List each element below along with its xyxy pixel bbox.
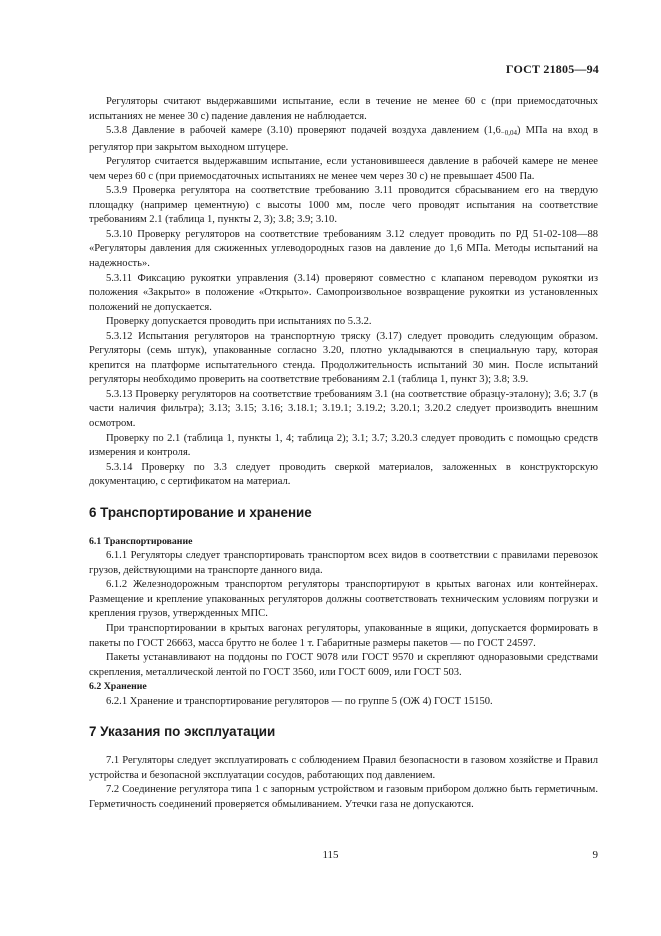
paragraph: 5.3.12 Испытания регуляторов на транспортную тряску (3.17) следует проводить следующим образом. Регуляторы (семь штук), упакованные согласно 3.20, плотно укладываются в специальную тару, которая крепится на платформе испытательного стенда. Продолжительность испытаний 30 мин. После испытаний регуляторы необходимо проверить на соответствие требованиям 2.1 (таблица 1, пункт 3); 3.8; 3.9. xyxy=(89,330,598,386)
paragraph: 7.1 Регуляторы следует эксплуатировать с соблюдением Правил безопасности в газовом хозяйстве и Правил устройства и безопасной эксплуатации сосудов, работающих под давлением. xyxy=(89,755,598,781)
paragraph: При транспортировании в крытых вагонах регуляторы, упакованные в ящики, допускается формировать в пакеты по ГОСТ 26663, масса брутто не более 1 т. Габаритные размеры пакетов — по ГОСТ 24597. xyxy=(89,623,598,649)
paragraph: 5.3.10 Проверку регуляторов на соответствие требованиям 3.12 следует проводить по РД 51-02-108—88 «Регуляторы давления для сжиженных углеводородных газов на давление до 1,6 МПа. Методы испытаний на надежность». xyxy=(89,228,598,270)
paragraph: Пакеты устанавливают на поддоны по ГОСТ 9078 или ГОСТ 9570 и скрепляют одноразовыми средствами скрепления, металлической лентой по ГОСТ 3560, или ГОСТ 6009, или ГОСТ 503. xyxy=(89,652,598,678)
paragraph: 6.2.1 Хранение и транспортирование регуляторов — по группе 5 (ОЖ 4) ГОСТ 15150. xyxy=(106,695,493,707)
paragraph: Проверку допускается проводить при испытаниях по 5.3.2. xyxy=(106,316,372,328)
page-number-right: 9 xyxy=(592,849,598,861)
section-heading: 7 Указания по эксплуатации xyxy=(89,724,276,740)
paragraph: 5.3.8 Давление в рабочей камере (3.10) проверяют подачей воздуха давлением $(1,6_{-0,04})$ МПа на вход в регулятор при закрытом выходном штуцере. xyxy=(89,125,598,153)
document-body xyxy=(89,95,598,812)
subsection-heading: 6.1 Транспортирование xyxy=(89,535,193,547)
paragraph: 7.2 Соединение регулятора типа 1 с запорным устройством и газовым прибором должно быть герметичным. Герметичность соединений проверяется обмыливанием. Утечки газа не допускаются. xyxy=(89,784,598,810)
subsection-heading: 6.2 Хранение xyxy=(89,681,147,693)
standard-header: ГОСТ 21805—94 xyxy=(505,62,599,76)
paragraph: 6.1.1 Регуляторы следует транспортировать транспортом всех видов в соответствии с правилами перевозок грузов, действующими на транспорте данного вида. xyxy=(89,550,598,576)
paragraph: 5.3.11 Фиксацию рукоятки управления (3.14) проверяют совместно с клапаном переводом рукоятки из положения «Закрыто» в положение «Открыто». Самопроизвольное возвращение рукоятки из установленных положений не допускается. xyxy=(89,272,598,313)
paragraph: Регуляторы считают выдержавшими испытание, если в течение не менее 60 с (при приемосдаточных испытаниях не менее 30 с) падение давления не наблюдается. xyxy=(89,96,598,122)
section-heading: 6 Транспортирование и хранение xyxy=(89,504,312,520)
paragraph: 6.1.2 Железнодорожным транспортом регуляторы транспортируют в крытых вагонах или контейнерах. Размещение и крепление упакованных регуляторов должны соответствовать техническим условиям погрузки и крепления грузов, утвержденных МПС. xyxy=(89,579,598,620)
page-number-center: 115 xyxy=(322,849,339,861)
paragraph: 5.3.9 Проверка регулятора на соответствие требованию 3.11 проводится сбрасыванием его на твердую площадку (например цементную) с высоты 1000 мм, после чего проводят испытания на соответствие требованиям 2.1 (таблица 1, пункты 2, 3); 3.8; 3.9; 3.10. xyxy=(89,185,598,226)
paragraph: Регулятор считается выдержавшим испытание, если установившееся давление в рабочей камере не менее чем через 60 с (при приемосдаточных испытаниях не менее чем через 30 с) не превышает 4500 Па. xyxy=(89,156,598,182)
paragraph: 5.3.14 Проверку по 3.3 следует проводить сверкой материалов, заложенных в конструкторскую документацию, с сертификатом на материал. xyxy=(89,461,598,488)
paragraph: 5.3.13 Проверку регуляторов на соответствие требованиям 3.1 (на соответствие образцу-эталону); 3.6; 3.7 (в части наличия фильтра); 3.13; 3.15; 3.16; 3.18.1; 3.19.1; 3.19.2; 3.20.1; 3.20.2 следует производить внешним осмотром. xyxy=(89,388,598,430)
paragraph: Проверку по 2.1 (таблица 1, пункты 1, 4; таблица 2); 3.1; 3.7; 3.20.3 следует проводить с помощью средств измерения и контроля. xyxy=(89,432,598,459)
